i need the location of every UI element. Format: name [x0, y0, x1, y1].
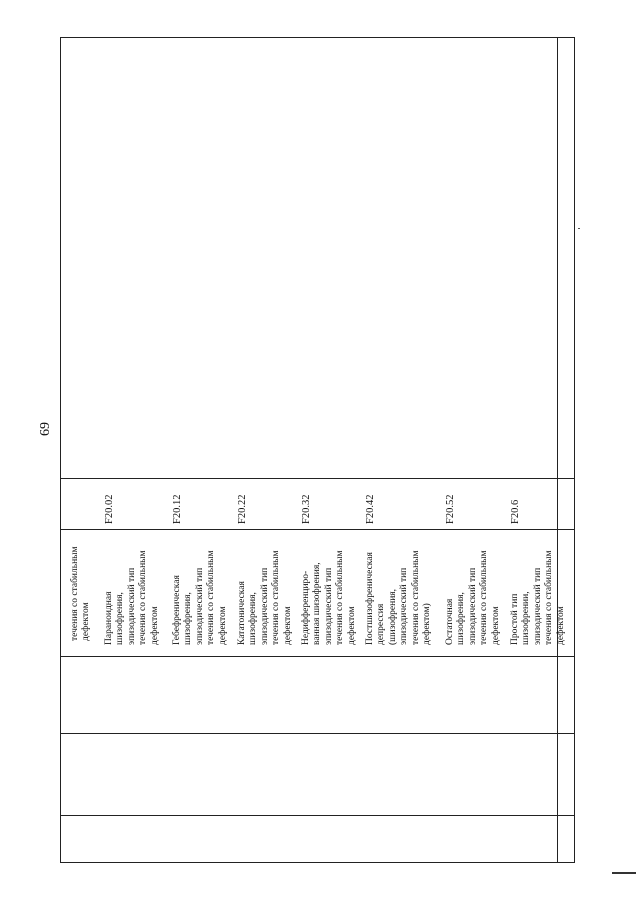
table-divider-wide-column [61, 478, 574, 479]
diagnosis-cell-f20-32: Недифференциро- ванная шизофрения, эпизодический тип течения со стабильным дефектом [301, 550, 357, 645]
diagnosis-cell-continuation: течения со стабильным дефектом [70, 546, 92, 641]
table-divider-row [557, 37, 558, 863]
code-cell-f20-02: F20.02 [104, 494, 115, 524]
diagnosis-cell-f20-02: Параноидная шизофрения, эпизодический тип течения со стабильным дефектом [104, 550, 160, 645]
code-cell-f20-52: F20.52 [445, 494, 456, 524]
page-number: 69 [38, 422, 53, 436]
code-cell-f20-6: F20.6 [510, 499, 521, 524]
code-cell-f20-12: F20.12 [172, 494, 183, 524]
diagnosis-cell-f20-52: Остаточная шизофрения, эпизодический тип течения со стабильным дефектом [445, 550, 501, 645]
diagnosis-cell-f20-42: Постшизофреническая депрессия (шизофрения, эпизодический тип течения со стабильным дефектом) [365, 550, 433, 645]
diagnosis-cell-f20-6: Простой тип шизофрении, эпизодический тип течения со стабильным дефектом [510, 550, 566, 645]
table-divider-diagnosis-column [61, 656, 574, 657]
scan-edge-mark [612, 872, 636, 874]
table-divider-column-4 [61, 733, 574, 734]
diagnosis-cell-f20-12: Гебефреническая шизофрения, эпизодический тип течения со стабильным дефектом [172, 550, 228, 645]
classification-table [60, 37, 575, 863]
code-cell-f20-42: F20.42 [365, 494, 376, 524]
table-divider-code-column [61, 529, 574, 530]
table-divider-column-5 [61, 815, 574, 816]
scan-mark [578, 228, 580, 229]
code-cell-f20-22: F20.22 [237, 494, 248, 524]
code-cell-f20-32: F20.32 [301, 494, 312, 524]
diagnosis-cell-f20-22: Кататоническая шизофрения, эпизодический тип течения со стабильным дефектом [237, 550, 293, 645]
